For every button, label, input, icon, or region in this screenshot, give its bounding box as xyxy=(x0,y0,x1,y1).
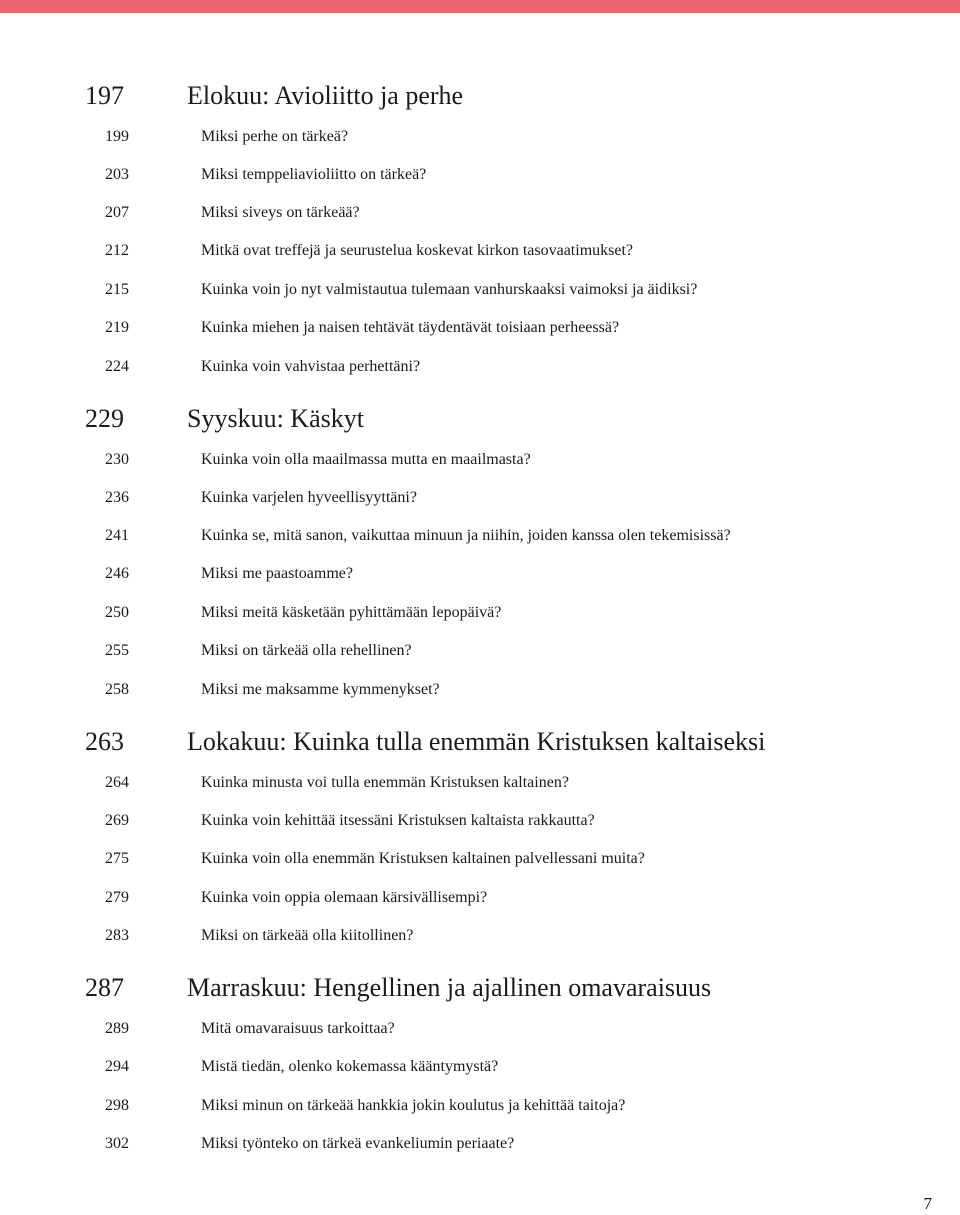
toc-entry[interactable] xyxy=(0,1016,960,1042)
toc-entry[interactable] xyxy=(0,523,960,549)
entry-page-number: 275 xyxy=(105,850,129,867)
entry-page-number: 294 xyxy=(105,1058,129,1075)
section-heading[interactable] xyxy=(0,76,960,116)
entry-title: Kuinka varjelen hyveellisyyttäni? xyxy=(201,489,417,506)
toc-entry[interactable] xyxy=(0,846,960,872)
page-number: 7 xyxy=(923,1194,932,1213)
entry-title: Miksi perhe on tärkeä? xyxy=(201,128,349,145)
toc-entry[interactable] xyxy=(0,770,960,796)
entry-page-number: 255 xyxy=(105,642,129,659)
entry-title: Kuinka voin olla maailmassa mutta en maailmasta? xyxy=(201,451,531,468)
entry-page-number: 298 xyxy=(105,1097,129,1114)
section-page-number: 263 xyxy=(85,727,124,756)
entry-title: Kuinka minusta voi tulla enemmän Kristuksen kaltainen? xyxy=(201,774,569,791)
entry-title: Kuinka voin kehittää itsessäni Kristuksen kaltaista rakkautta? xyxy=(201,812,595,829)
toc-entry[interactable] xyxy=(0,162,960,188)
section-heading[interactable] xyxy=(0,399,960,439)
entry-title: Miksi on tärkeää olla rehellinen? xyxy=(201,642,412,659)
entry-page-number: 207 xyxy=(105,204,129,221)
top-accent-bar xyxy=(0,0,960,13)
entry-title: Mitä omavaraisuus tarkoittaa? xyxy=(201,1020,395,1037)
section-title: Marraskuu: Hengellinen ja ajallinen omavaraisuus xyxy=(187,973,712,1002)
entry-title: Miksi työnteko on tärkeä evankeliumin periaate? xyxy=(201,1135,515,1152)
entry-page-number: 236 xyxy=(105,489,129,506)
toc-entry[interactable] xyxy=(0,1093,960,1119)
entry-title: Miksi meitä käsketään pyhittämään lepopäivä? xyxy=(201,604,502,621)
entry-page-number: 302 xyxy=(105,1135,129,1152)
entry-title: Kuinka voin oppia olemaan kärsivällisempi? xyxy=(201,889,488,906)
entry-page-number: 279 xyxy=(105,889,129,906)
entry-page-number: 269 xyxy=(105,812,129,829)
entry-page-number: 219 xyxy=(105,319,129,336)
toc-entry[interactable] xyxy=(0,200,960,226)
entry-title: Kuinka voin vahvistaa perhettäni? xyxy=(201,358,421,375)
toc-entry[interactable] xyxy=(0,485,960,511)
toc-entry[interactable] xyxy=(0,238,960,264)
entry-page-number: 289 xyxy=(105,1020,129,1037)
section-heading[interactable] xyxy=(0,968,960,1008)
section-title: Syyskuu: Käskyt xyxy=(187,404,364,433)
entry-title: Kuinka voin jo nyt valmistautua tulemaan vanhurskaaksi vaimoksi ja äidiksi? xyxy=(201,281,698,298)
entry-title: Kuinka voin olla enemmän Kristuksen kaltainen palvellessani muita? xyxy=(201,850,645,867)
entry-page-number: 203 xyxy=(105,166,129,183)
toc-entry[interactable] xyxy=(0,808,960,834)
entry-page-number: 215 xyxy=(105,281,129,298)
section-page-number: 197 xyxy=(85,81,124,110)
entry-page-number: 212 xyxy=(105,242,129,259)
toc-entry[interactable] xyxy=(0,447,960,473)
toc-entry[interactable] xyxy=(0,315,960,341)
section-heading[interactable] xyxy=(0,722,960,762)
toc-entry[interactable] xyxy=(0,677,960,703)
entry-page-number: 264 xyxy=(105,774,129,791)
entry-title: Miksi me maksamme kymmenykset? xyxy=(201,681,440,698)
entry-page-number: 246 xyxy=(105,565,129,582)
toc-entry[interactable] xyxy=(0,354,960,380)
entry-title: Miksi minun on tärkeää hankkia jokin koulutus ja kehittää taitoja? xyxy=(201,1097,626,1114)
entry-title: Mitkä ovat treffejä ja seurustelua koskevat kirkon tasovaatimukset? xyxy=(201,242,634,259)
section-title: Lokakuu: Kuinka tulla enemmän Kristuksen kaltaiseksi xyxy=(187,727,766,756)
entry-page-number: 224 xyxy=(105,358,129,375)
toc-entry[interactable] xyxy=(0,1131,960,1157)
entry-title: Miksi temppeliavioliitto on tärkeä? xyxy=(201,166,427,183)
entry-page-number: 199 xyxy=(105,128,129,145)
toc-entry[interactable] xyxy=(0,277,960,303)
entry-page-number: 241 xyxy=(105,527,129,544)
section-page-number: 229 xyxy=(85,404,124,433)
entry-title: Miksi siveys on tärkeää? xyxy=(201,204,360,221)
toc-entry[interactable] xyxy=(0,638,960,664)
toc-entry[interactable] xyxy=(0,1054,960,1080)
entry-page-number: 258 xyxy=(105,681,129,698)
entry-title: Miksi me paastoamme? xyxy=(201,565,353,582)
section-page-number: 287 xyxy=(85,973,124,1002)
entry-title: Kuinka miehen ja naisen tehtävät täydentävät toisiaan perheessä? xyxy=(201,319,620,336)
toc-entry[interactable] xyxy=(0,923,960,949)
entry-page-number: 230 xyxy=(105,451,129,468)
entry-title: Mistä tiedän, olenko kokemassa kääntymystä? xyxy=(201,1058,499,1075)
section-title: Elokuu: Avioliitto ja perhe xyxy=(187,81,464,110)
entry-page-number: 250 xyxy=(105,604,129,621)
toc-entry[interactable] xyxy=(0,600,960,626)
toc-entry[interactable] xyxy=(0,885,960,911)
toc-entry[interactable] xyxy=(0,561,960,587)
entry-page-number: 283 xyxy=(105,927,129,944)
entry-title: Kuinka se, mitä sanon, vaikuttaa minuun ja niihin, joiden kanssa olen tekemisissä? xyxy=(201,527,731,544)
toc-entry[interactable] xyxy=(0,124,960,150)
entry-title: Miksi on tärkeää olla kiitollinen? xyxy=(201,927,414,944)
